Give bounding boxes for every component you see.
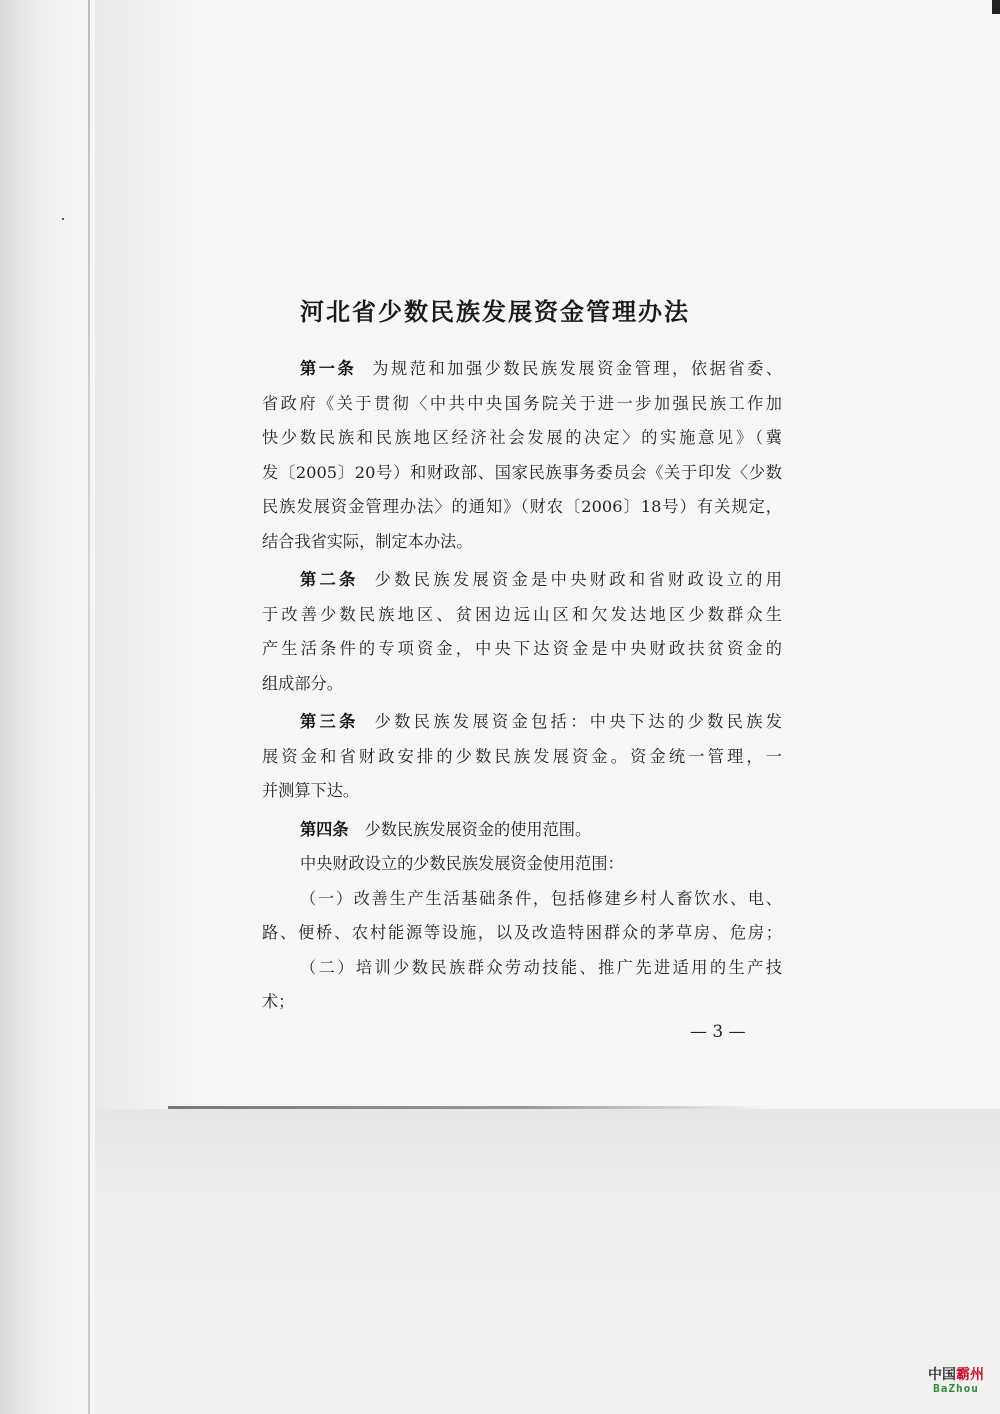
article-text: 少数民族发展资金包括：中央下达的少数民族发 bbox=[374, 712, 782, 731]
article-label: 第四条 bbox=[300, 819, 349, 839]
paragraph-line: （一）改善生产生活基础条件，包括修建乡村人畜饮水、电、 bbox=[300, 888, 782, 908]
article-text: 为规范和加强少数民族发展资金管理，依据省委、 bbox=[372, 359, 782, 378]
paragraph-scope-intro bbox=[262, 847, 782, 882]
paragraph-item-1 bbox=[262, 882, 782, 951]
article-label: 第二条 bbox=[300, 570, 359, 589]
page-number: — 3 — bbox=[690, 1022, 746, 1042]
article-line bbox=[262, 813, 782, 848]
article-line: 展资金和省财政安排的少数民族发展资金。资金统一管理，一 bbox=[262, 746, 782, 766]
paragraph-line: 路、便桥、农村能源等设施，以及改造特困群众的茅草房、危房； bbox=[262, 923, 782, 942]
article-line: 结合我省实际，制定本办法。 bbox=[262, 531, 473, 551]
book-spine-edge bbox=[88, 0, 90, 1414]
scan-corner-artifact bbox=[992, 0, 1000, 14]
article-line: 于改善少数民族地区、贫困边远山区和欠发达地区少数群众生 bbox=[262, 604, 782, 624]
watermark-logo-text: 中国霸州 bbox=[928, 1367, 984, 1383]
article-label: 第一条 bbox=[300, 359, 357, 378]
article-line bbox=[262, 563, 782, 598]
underlying-page bbox=[95, 1109, 1000, 1414]
article-text: 少数民族发展资金的使用范围。 bbox=[364, 819, 592, 839]
article-1 bbox=[262, 352, 782, 559]
article-2 bbox=[262, 563, 782, 701]
article-line: 并测算下达。 bbox=[262, 781, 360, 800]
paragraph-line: 术； bbox=[262, 992, 295, 1011]
article-label: 第三条 bbox=[300, 712, 359, 731]
article-line: 民族发展资金管理办法〉的通知》（财农〔2006〕18号）有关规定， bbox=[262, 497, 782, 516]
paragraph-item-2 bbox=[262, 951, 782, 1020]
article-line: 产生活条件的专项资金，中央下达资金是中央财政扶贫资金的 bbox=[262, 639, 782, 658]
document-body bbox=[262, 352, 782, 1020]
scan-speck bbox=[62, 218, 64, 220]
page-bottom-edge bbox=[168, 1106, 768, 1109]
site-watermark bbox=[918, 1368, 994, 1394]
article-line: 快少数民族和民族地区经济社会发展的决定〉的实施意见》（冀 bbox=[262, 428, 782, 447]
article-line bbox=[262, 705, 782, 740]
article-3 bbox=[262, 705, 782, 809]
watermark-subtext: BaZhou bbox=[933, 1381, 979, 1395]
article-line bbox=[262, 352, 782, 387]
paragraph-line: （二）培训少数民族群众劳动技能、推广先进适用的生产技 bbox=[300, 957, 782, 977]
article-line: 省政府《关于贯彻〈中共中央国务院关于进一步加强民族工作加 bbox=[262, 393, 782, 413]
article-line: 组成部分。 bbox=[262, 673, 343, 693]
document-title: 河北省少数民族发展资金管理办法 bbox=[300, 297, 690, 326]
article-text: 少数民族发展资金是中央财政和省财政设立的用 bbox=[374, 570, 782, 589]
article-4 bbox=[262, 813, 782, 848]
article-line: 发〔2005〕20号）和财政部、国家民族事务委员会《关于印发〈少数 bbox=[262, 462, 782, 482]
paragraph-line: 中央财政设立的少数民族发展资金使用范围： bbox=[300, 854, 624, 873]
